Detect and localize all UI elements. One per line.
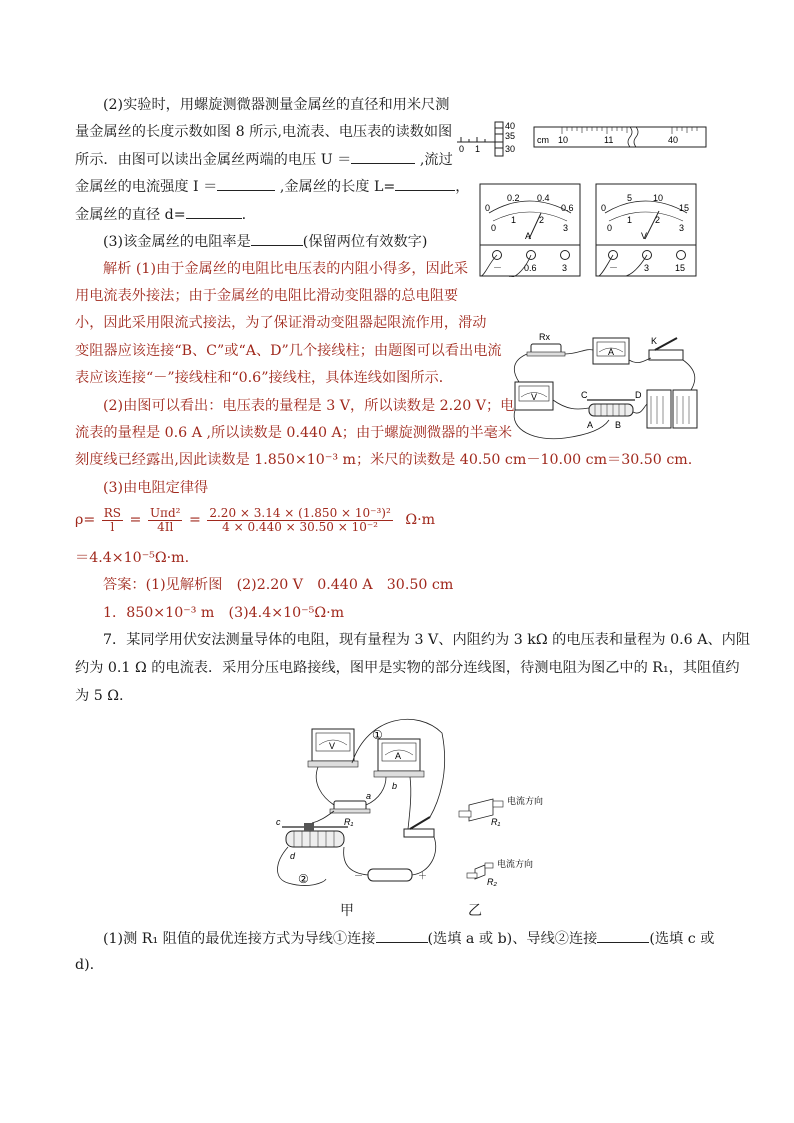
analysis-line7: 流表的量程是 0.6 A ,所以读数是 0.440 A；由于螺旋测微器的半毫米 bbox=[75, 425, 513, 441]
answer-line1: 答案：(1)见解析图 (2)2.20 V 0.440 A 30.50 cm bbox=[103, 577, 454, 593]
q7-sub1-c: (选填 c 或 bbox=[649, 931, 715, 947]
ammeter-label-neg: － bbox=[493, 263, 503, 273]
length-answer-blank[interactable] bbox=[395, 176, 455, 191]
ammeter-scale-0.6: 0.6 bbox=[561, 203, 574, 213]
frac1-num: RS bbox=[103, 505, 122, 520]
q7-line2: 约为 0.1 Ω 的电流表．采用分压电路接线，图甲是实物的部分连线图，待测电阻为图乙中的 R₁，其阻值约 bbox=[75, 660, 740, 676]
q7-point-d: d bbox=[290, 851, 296, 861]
voltmeter-scale-10: 10 bbox=[653, 193, 664, 203]
voltmeter-scale-15: 15 bbox=[679, 203, 690, 213]
ammeter-terminal-3[interactable] bbox=[561, 251, 570, 260]
q7-figure-yi bbox=[455, 793, 565, 893]
ammeter-label-3: 3 bbox=[562, 263, 568, 273]
ammeter-inner-2: 2 bbox=[539, 215, 545, 225]
voltmeter-terminal-15[interactable] bbox=[677, 251, 686, 260]
length-question: ,金属丝的长度 L= bbox=[275, 179, 396, 195]
micrometer-main-0: 0 bbox=[459, 144, 465, 154]
equals-1: = bbox=[129, 512, 142, 528]
frac2-den: 4Il bbox=[157, 519, 174, 534]
q7-point-c: c bbox=[276, 817, 281, 827]
voltmeter-figure bbox=[595, 183, 697, 277]
ammeter-figure bbox=[479, 183, 581, 277]
ruler-label-40: 40 bbox=[668, 135, 679, 145]
wire1-answer-blank[interactable] bbox=[376, 928, 428, 943]
circuit-figure-1 bbox=[505, 330, 705, 448]
voltage-answer-blank[interactable] bbox=[351, 149, 415, 164]
q7-ammeter-label: A bbox=[395, 751, 402, 761]
period: . bbox=[241, 207, 247, 223]
resistivity-question: (3)该金属丝的电阻率是 bbox=[103, 234, 251, 250]
current-question: 金属丝的电流强度 I ＝ bbox=[75, 179, 218, 195]
q-prev-line5 bbox=[75, 204, 246, 225]
analysis-line1: 解析 (1)由于金属丝的电阻比电压表的内阻小得多，因此采 bbox=[103, 261, 469, 277]
ruler-unit: cm bbox=[537, 135, 549, 145]
diameter-answer-blank[interactable] bbox=[186, 204, 242, 219]
r1-label: R₁ bbox=[491, 817, 501, 827]
q7-figure-jia bbox=[268, 713, 448, 893]
sig-figs-note: (保留两位有效数字) bbox=[302, 234, 428, 250]
q7-sub1-b: (选填 a 或 b)、导线②连接 bbox=[427, 931, 598, 947]
voltmeter-label-3: 3 bbox=[644, 263, 650, 273]
q7-sub1 bbox=[103, 928, 714, 949]
frac2-num: Uπd² bbox=[149, 505, 181, 520]
voltmeter-label-15: 15 bbox=[675, 263, 686, 273]
ammeter-small-label: A bbox=[608, 347, 615, 357]
r2-current-direction: 电流方向 bbox=[497, 859, 534, 869]
q-prev-line2: 量金属丝的长度示数如图 8 所示,电流表、电压表的读数如图 bbox=[75, 124, 453, 140]
ammeter-scale-0.2: 0.2 bbox=[507, 193, 520, 203]
flow-text: ,流过 bbox=[415, 152, 453, 168]
voltmeter-inner-3: 3 bbox=[679, 223, 685, 233]
diameter-question: 金属丝的直径 d= bbox=[75, 207, 186, 223]
equals-2: = bbox=[188, 512, 201, 528]
q7-voltmeter-label: V bbox=[329, 741, 336, 751]
switch-label: K bbox=[651, 336, 658, 346]
voltmeter-scale-0: 0 bbox=[601, 203, 607, 213]
wire2-answer-blank[interactable] bbox=[597, 928, 649, 943]
voltmeter-scale-5: 5 bbox=[627, 193, 633, 203]
analysis-line4: 变阻器应该连接“B、C”或“A、D”几个接线柱；由题图可以看出电流 bbox=[75, 343, 502, 359]
frac3-num: 2.20 × 3.14 × (1.850 × 10⁻³)² bbox=[209, 505, 391, 520]
r2-label: R₂ bbox=[487, 877, 497, 887]
rheostat-a: A bbox=[587, 420, 594, 430]
q7-r1-label: R₁ bbox=[344, 817, 354, 827]
rho-symbol: ρ= bbox=[75, 512, 96, 528]
voltmeter-label-neg: － bbox=[609, 263, 619, 273]
q7-point-a: a bbox=[366, 791, 372, 801]
micrometer-figure bbox=[455, 118, 521, 158]
q7-battery-pos: ＋ bbox=[418, 871, 428, 881]
fraction-numeric bbox=[207, 507, 392, 534]
rheostat-d: D bbox=[635, 390, 642, 400]
wire1-label: ① bbox=[372, 728, 383, 742]
wire2-label: ② bbox=[298, 872, 309, 886]
rheostat-b: B bbox=[615, 420, 622, 430]
analysis-result: ＝4.4×10⁻⁵Ω·m. bbox=[75, 550, 190, 566]
analysis-line5: 表应该连接“－”接线柱和“0.6”接线柱，具体连线如图所示． bbox=[75, 370, 453, 386]
ammeter-label-0.6: 0.6 bbox=[524, 263, 537, 273]
fraction-u-pi-d2 bbox=[148, 507, 183, 534]
r1-current-direction: 电流方向 bbox=[507, 796, 544, 806]
analysis-line8: 刻度线已经露出,因此读数是 1.850×10⁻³ m；米尺的读数是 40.50 cm－10.00 cm＝30.50 cm. bbox=[75, 452, 693, 468]
voltmeter-small-label: V bbox=[531, 392, 538, 402]
figure-jia-caption: 甲 bbox=[340, 903, 354, 919]
ammeter-scale-0.4: 0.4 bbox=[537, 193, 550, 203]
ruler-figure bbox=[532, 124, 708, 150]
frac3-den: 4 × 0.440 × 30.50 × 10⁻² bbox=[222, 519, 378, 534]
analysis-line3: 小，因此采用限流式接法，为了保证滑动变阻器起限流作用，滑动 bbox=[75, 315, 487, 331]
q7-sub1-end: d). bbox=[75, 957, 95, 973]
ruler-label-10: 10 bbox=[558, 135, 569, 145]
voltage-question: 所示．由图可以读出金属丝两端的电压 U ＝ bbox=[75, 152, 352, 168]
fraction-rs-over-l bbox=[102, 507, 123, 534]
voltmeter-letter: V bbox=[641, 231, 648, 241]
current-answer-blank[interactable] bbox=[217, 176, 275, 191]
ammeter-letter: A bbox=[525, 231, 532, 241]
q7-sub1-a: (1)测 R₁ 阻值的最优连接方式为导线①连接 bbox=[103, 931, 376, 947]
q-prev-line4 bbox=[75, 176, 469, 197]
rheostat-c: C bbox=[581, 390, 588, 400]
voltmeter-inner-1: 1 bbox=[627, 215, 633, 225]
q7-battery-neg: － bbox=[354, 871, 364, 881]
micrometer-tick-35: 35 bbox=[505, 131, 516, 141]
analysis-line6: (2)由图可以看出：电压表的量程是 3 V，所以读数是 2.20 V；电 bbox=[103, 398, 515, 414]
micrometer-tick-30: 30 bbox=[505, 144, 516, 154]
q7-line1: 7．某同学用伏安法测量导体的电阻，现有量程为 3 V、内阻约为 3 kΩ 的电压表和量程为 0.6 A、内阻 bbox=[103, 632, 751, 648]
voltmeter-inner-2: 2 bbox=[655, 215, 661, 225]
micrometer-main-1: 1 bbox=[475, 144, 481, 154]
voltmeter-inner-0: 0 bbox=[607, 223, 613, 233]
resistivity-formula bbox=[75, 503, 435, 537]
rx-label: Rx bbox=[539, 332, 550, 342]
comma: ， bbox=[455, 179, 470, 195]
ammeter-inner-3: 3 bbox=[563, 223, 569, 233]
figure-yi-caption: 乙 bbox=[468, 903, 482, 919]
unit: Ω·m bbox=[405, 512, 436, 528]
ammeter-inner-0: 0 bbox=[491, 223, 497, 233]
micrometer-tick-40: 40 bbox=[505, 121, 516, 131]
q-prev-line1: (2)实验时，用螺旋测微器测量金属丝的直径和用米尺测 bbox=[103, 97, 450, 113]
ammeter-inner-1: 1 bbox=[511, 215, 517, 225]
analysis-line9: (3)由电阻定律得 bbox=[103, 480, 209, 496]
ruler-label-11: 11 bbox=[604, 135, 614, 145]
resistivity-answer-blank[interactable] bbox=[251, 231, 303, 246]
q7-line3: 为 5 Ω. bbox=[75, 688, 124, 704]
analysis-line2: 用电流表外接法；由于金属丝的电阻比滑动变阻器的总电阻要 bbox=[75, 288, 459, 304]
answer-line2: 1．850×10⁻³ m (3)4.4×10⁻⁵Ω·m bbox=[103, 605, 345, 621]
q-prev-part3 bbox=[103, 231, 427, 252]
ammeter-scale-0: 0 bbox=[485, 203, 491, 213]
q-prev-line3 bbox=[75, 149, 453, 170]
q7-point-b: b bbox=[392, 781, 398, 791]
frac1-den: l bbox=[110, 519, 115, 534]
